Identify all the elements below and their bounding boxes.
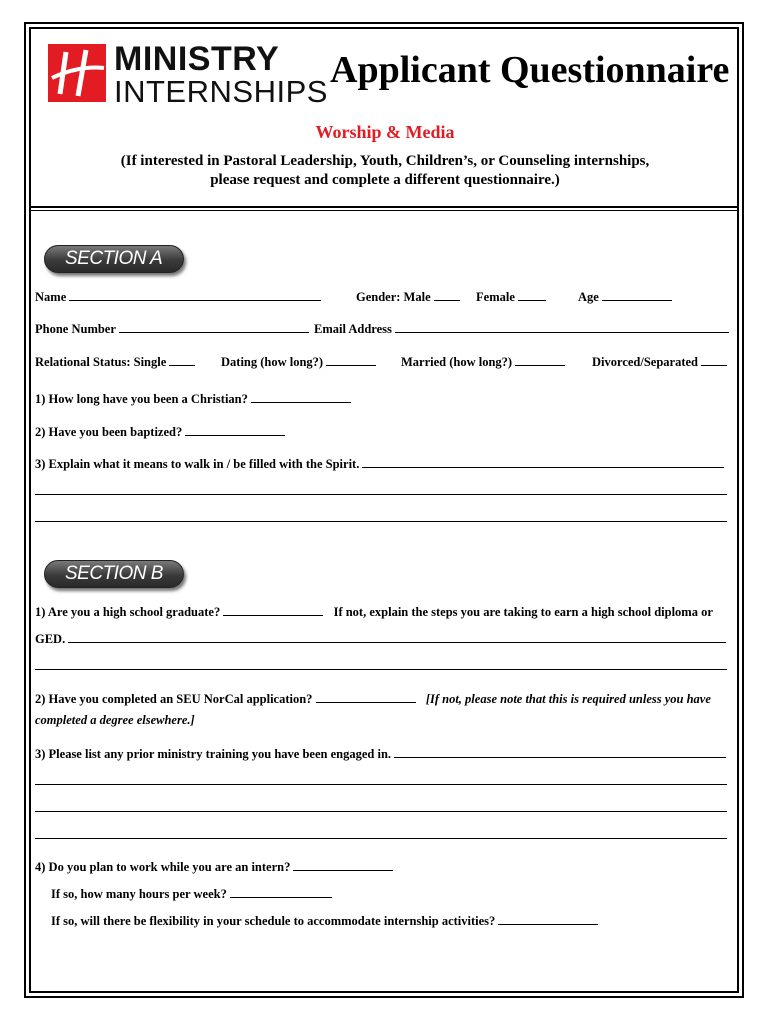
question-b3-field[interactable] bbox=[394, 745, 726, 758]
question-b4-flex-label: If so, will there be flexibility in your schedule to accommodate internship activities? bbox=[51, 914, 496, 928]
answer-line-a3-2[interactable] bbox=[35, 521, 727, 522]
age-row bbox=[578, 288, 672, 305]
email-field[interactable] bbox=[395, 320, 729, 333]
name-field[interactable] bbox=[69, 288, 321, 301]
header-note-line1: (If interested in Pastoral Leadership, Youth, Children’s, or Counseling internships, bbox=[120, 153, 650, 169]
answer-line-b3-1[interactable] bbox=[35, 784, 727, 785]
question-b1-cont-label: GED. bbox=[35, 632, 66, 646]
page-subtitle: Worship & Media bbox=[315, 122, 455, 142]
question-b4 bbox=[35, 858, 393, 875]
question-a3-field[interactable] bbox=[362, 455, 724, 468]
phone-label: Phone Number bbox=[35, 322, 116, 336]
phone-row bbox=[35, 320, 309, 337]
answer-line-b3-2[interactable] bbox=[35, 811, 727, 812]
divorced-label: Divorced/Separated bbox=[592, 355, 699, 369]
page-title: Applicant Questionnaire bbox=[330, 49, 730, 91]
header-note bbox=[0, 152, 770, 190]
question-b2 bbox=[35, 690, 711, 707]
section-a-badge bbox=[44, 245, 184, 273]
question-b4-hours-label: If so, how many hours per week? bbox=[51, 887, 227, 901]
question-a2 bbox=[35, 423, 285, 440]
question-b4-flex-field[interactable] bbox=[498, 912, 598, 925]
relational-label: Relational Status: Single bbox=[35, 355, 167, 369]
ministry-internships-logo bbox=[48, 40, 328, 109]
phone-field[interactable] bbox=[119, 320, 309, 333]
question-b2-field[interactable] bbox=[316, 690, 416, 703]
email-row bbox=[314, 320, 729, 337]
email-label: Email Address bbox=[314, 322, 392, 336]
question-b4-label: 4) Do you plan to work while you are an intern? bbox=[35, 860, 291, 874]
question-b3-label: 3) Please list any prior ministry training you have been engaged in. bbox=[35, 747, 392, 761]
question-b1-field[interactable] bbox=[223, 603, 323, 616]
section-a-label: SECTION A bbox=[65, 248, 163, 269]
question-b4-flex bbox=[51, 912, 598, 929]
relational-row bbox=[35, 353, 195, 370]
question-b1-cont bbox=[35, 630, 726, 647]
question-b1-cont-field[interactable] bbox=[68, 630, 726, 643]
question-b4-hours bbox=[51, 885, 332, 902]
divorced-row bbox=[592, 353, 727, 370]
question-b3 bbox=[35, 745, 726, 762]
divorced-field[interactable] bbox=[701, 353, 727, 366]
question-b2-note-cont: completed a degree elsewhere.] bbox=[35, 713, 195, 727]
question-b1-more: If not, explain the steps you are taking to earn a high school diploma or bbox=[333, 605, 713, 619]
single-field[interactable] bbox=[169, 353, 195, 366]
name-label: Name bbox=[35, 290, 67, 304]
question-a2-label: 2) Have you been baptized? bbox=[35, 425, 183, 439]
question-a1-field[interactable] bbox=[251, 390, 351, 403]
question-b2-label: 2) Have you completed an SEU NorCal application? bbox=[35, 692, 313, 706]
married-label: Married (how long?) bbox=[401, 355, 513, 369]
header-divider bbox=[29, 206, 739, 208]
question-b4-hours-field[interactable] bbox=[230, 885, 332, 898]
answer-line-b1[interactable] bbox=[35, 669, 727, 670]
dating-row bbox=[221, 353, 376, 370]
answer-line-b3-3[interactable] bbox=[35, 838, 727, 839]
question-b2-note: [If not, please note that this is required unless you have bbox=[425, 692, 711, 706]
married-row bbox=[401, 353, 565, 370]
name-row bbox=[35, 288, 321, 305]
question-b4-field[interactable] bbox=[293, 858, 393, 871]
header-divider-thin bbox=[29, 210, 739, 211]
logo-text-internships: INTERNSHIPS bbox=[114, 74, 328, 109]
question-a3-label: 3) Explain what it means to walk in / be filled with the Spirit. bbox=[35, 457, 360, 471]
question-b1 bbox=[35, 603, 713, 620]
married-field[interactable] bbox=[515, 353, 565, 366]
gender-male-label: Gender: Male bbox=[356, 290, 431, 304]
logo-text-ministry: MINISTRY bbox=[114, 40, 280, 78]
gender-row bbox=[356, 288, 546, 305]
question-a2-field[interactable] bbox=[185, 423, 285, 436]
gender-female-label: Female bbox=[476, 290, 515, 304]
gender-male-field[interactable] bbox=[434, 288, 460, 301]
header-note-line2: please request and complete a different questionnaire.) bbox=[210, 172, 560, 188]
question-a3 bbox=[35, 455, 724, 472]
dating-label: Dating (how long?) bbox=[221, 355, 324, 369]
question-a1 bbox=[35, 390, 351, 407]
logo-mark-icon bbox=[48, 44, 106, 102]
age-label: Age bbox=[578, 290, 599, 304]
dating-field[interactable] bbox=[326, 353, 376, 366]
question-a1-label: 1) How long have you been a Christian? bbox=[35, 392, 248, 406]
gender-female-field[interactable] bbox=[518, 288, 546, 301]
question-b1-label: 1) Are you a high school graduate? bbox=[35, 605, 221, 619]
section-b-label: SECTION B bbox=[65, 563, 163, 584]
age-field[interactable] bbox=[602, 288, 672, 301]
section-b-badge bbox=[44, 560, 184, 588]
answer-line-a3-1[interactable] bbox=[35, 494, 727, 495]
